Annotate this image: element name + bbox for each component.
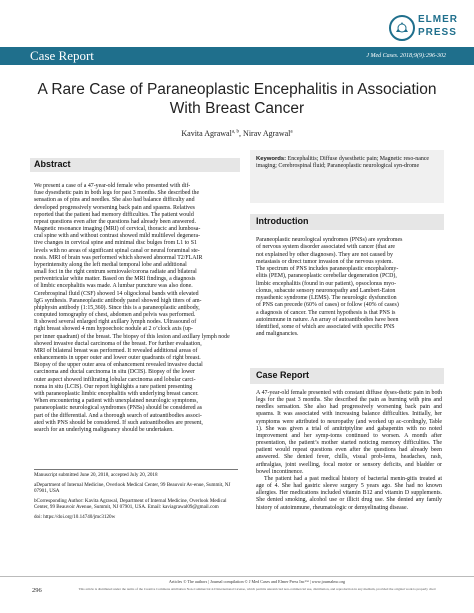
abstract-line: We present a case of a 47-year-old female who presented with dif- bbox=[34, 183, 191, 189]
abstract-line: reported that the patient had memory difficulties. The patient would bbox=[34, 211, 194, 218]
introduction-line: not explained by other diagnoses). They are not caused by bbox=[256, 251, 393, 258]
case-report-paragraph: A 47-year-old female presented with constant diffuse dyses-thetic pain in both legs for the past 3 months. She described the pain as burning with pins and needles sensation. She also had progressively worsening back pain and spasms. It was associated with increasing balance difficulties. Initially, her symptoms were attributed to neuropathy (and worked up ac-cordingly, Table 1). She was given a trial of amitriptyline and gabapentin with no noted improvement and her symp-toms continued to worsen. A month after presentation, the patient’s mother started noticing memory difficulties. The patient would repeat questions even after the questions had already been answered. She denied fever, chills, visual prob-lems, headaches, rash, arthralgias, joint swelling, focal motor or sensory deficits, and bladder or bowel incontinence. bbox=[256, 390, 442, 475]
introduction-line: limbic encephalitis (found in our patient), opsoclonus myo- bbox=[256, 280, 397, 287]
abstract-body bbox=[34, 183, 238, 434]
abstract-line: search for an underlying malignancy should be undertaken. bbox=[34, 426, 174, 433]
corresponding-author: bCorresponding Author: Kavita Agrawal, Department of Internal Medicine, Overlook Medical Center, 99 Beauvoir Avenue, Summit, NJ 07901, USA. Email: kaviagrawal09@gmail.com bbox=[34, 497, 227, 511]
section-label: Case Report bbox=[30, 48, 94, 63]
footer-copyright: Articles © The authors | Journal compilation © J Med Cases and Elmer Press Inc™ | www.journalmc.org bbox=[168, 579, 346, 584]
abstract-line: part of the differential. And a thorough search of autoantibodies associ- bbox=[34, 412, 202, 419]
introduction-line: The spectrum of PNS includes paraneoplastic encephalomy- bbox=[256, 266, 399, 272]
author-name: Kavita Agrawal bbox=[181, 129, 232, 138]
footnote-divider bbox=[34, 469, 238, 470]
introduction-line: of PNS can precede (60% of cases) or follow (40% of cases) bbox=[256, 302, 399, 309]
introduction-line: autoimmune in nature. An array of autoantibodies have been bbox=[256, 316, 399, 323]
abstract-line: enhancements in upper outer and lower outer quadrants of right breast. bbox=[34, 355, 201, 362]
abstract-line: Cerebrospinal fluid (CSF) showed 14 oligoclonal bands with elevated bbox=[34, 290, 199, 297]
abstract-line: tive changes in cervical spine and minimal disc bulges from L1 to S1 bbox=[34, 240, 197, 247]
abstract-line: computed tomography of chest, abdomen and pelvis was performed. bbox=[34, 312, 196, 319]
introduction-heading: Introduction bbox=[256, 216, 309, 226]
abstract-line: When encountering a patient with unexplained neurologic symptoms, bbox=[34, 398, 198, 405]
abstract-line: phiphysin antibody (1:15,360). Since this is a paraneoplastic antibody, bbox=[34, 304, 200, 311]
journal-citation: J Med Cases. 2018;9(9):296-302 bbox=[366, 53, 446, 59]
abstract-line: fuse dysesthetic pain in both legs for past 3 months. She described the bbox=[34, 190, 200, 197]
abstract-line: right breast showed 4 mm hypoechoic nodule at 2 o’clock axis (up- bbox=[34, 326, 193, 333]
abstract-line: per inner quadrant) of the breast. The biopsy of this lesion and axillary lymph node bbox=[34, 333, 230, 340]
abstract-line: of limbic encephalitis was made. A lumbar puncture was also done. bbox=[34, 283, 193, 290]
article-title-line1: A Rare Case of Paraneoplastic Encephalitis in Association bbox=[37, 81, 437, 98]
introduction-line: and malignancies. bbox=[256, 331, 299, 338]
abstract-line: showed invasive ductal carcinoma of the breast. For further evaluation, bbox=[34, 340, 202, 347]
introduction-line: a diagnosis of cancer. The current hypothesis is that PNS is bbox=[256, 309, 396, 316]
author-name: Nirav Agrawal bbox=[243, 129, 291, 138]
keywords-label: Keywords: bbox=[256, 156, 287, 162]
author-affiliation: a bbox=[290, 129, 293, 135]
abstract-line: paraneoplastic neurological syndromes (PNSs) should be considered as bbox=[34, 405, 203, 412]
abstract-line: hyperintensity along the left medial temporal lobe and additional bbox=[34, 261, 187, 268]
case-report-heading: Case Report bbox=[256, 370, 310, 380]
article-title-line2: With Breast Cancer bbox=[169, 100, 305, 117]
manuscript-dates: Manuscript submitted June 20, 2018, accepted July 20, 2018 bbox=[34, 472, 158, 478]
article-title bbox=[30, 80, 444, 118]
keywords bbox=[256, 156, 440, 170]
keywords-text: Encephalitis; Diffuse dysesthetic pain; Magnetic reso-nance imaging; Cerebrospinal fluid; Paraneoplastic neurological syn-drome bbox=[256, 156, 429, 170]
abstract-line: sensation as of pins and needles. She also had balance difficulty and bbox=[34, 197, 195, 204]
introduction-heading-box bbox=[250, 214, 444, 230]
abstract-line: outer aspect showed infiltrating lobular carcinoma and lobular carci- bbox=[34, 376, 196, 383]
case-report-paragraph: The patient had a past medical history of bacterial menin-gitis treated at age of 4. She had gastric sleeve surgery 5 years ago. She had no known allergies. Her medications included vitamin B12 and vitamin D supplements. She denied smoking, alcohol use or illicit drug use. She denied any family history of autoimmune, rheumatologic or demyelinating disease. bbox=[256, 475, 442, 511]
abstract-line: Magnetic resonance imaging (MRI) of cervical, thoracic and lumbosa- bbox=[34, 226, 201, 233]
abstract-line: MRI of bilateral breast was performed. It revealed additional areas of bbox=[34, 347, 198, 354]
abstract-line: with paraneoplastic limbic encephalitis with underlying breast cancer. bbox=[34, 390, 199, 397]
author-affiliation: a, b bbox=[231, 129, 240, 135]
abstract-line: developed progressively worsening back pain and spasms. Relatives bbox=[34, 204, 195, 211]
introduction-line: identified, some of which are associated with specific PNS bbox=[256, 324, 395, 330]
abstract-line: nosis. MRI of brain was performed which showed abnormal T2/FLAIR bbox=[34, 254, 203, 261]
affiliation-a: aDepartment of Internal Medicine, Overlook Medical Center, 99 Beauvoir Av-enue, Summit, NJ 07901, USA bbox=[34, 481, 231, 495]
publisher-name-line2: PRESS bbox=[418, 27, 457, 38]
abstract-line: carcinoma and ductal carcinoma in situ (DCIS). Biopsy of the lower bbox=[34, 369, 195, 376]
abstract-line: small foci in the right centrum semiovale/corona radiate and bilateral bbox=[34, 269, 197, 276]
abstract-line: Biopsy of the upper outer area of enhancement revealed invasive ductal bbox=[34, 362, 203, 369]
introduction-body bbox=[256, 237, 442, 339]
abstract-heading-box bbox=[30, 158, 240, 172]
abstract-line: It showed several enlarged right axillary lymph nodes. Ultrasound of bbox=[34, 319, 197, 326]
introduction-line: of nervous system disorder associated with cancer (that are bbox=[256, 244, 396, 251]
introduction-line: elitis (PEM), paraneoplastic cerebellar degeneration (PCD), bbox=[256, 273, 397, 280]
abstract-line: ated with PNS should be considered. If such autoantibodies are present, bbox=[34, 419, 203, 426]
abstract-line: periventricular white matter. Based on the MRI findings, a diagnosis bbox=[34, 276, 196, 283]
abstract-line: noma in situ (LCIS). Our report highlights a rare patient presenting bbox=[34, 383, 193, 390]
footer-divider bbox=[0, 576, 474, 577]
introduction-line: clonus, subacute sensory neuronopathy and Lambert-Eaton bbox=[256, 287, 396, 294]
publisher-name-line1: ELMER bbox=[418, 14, 458, 25]
introduction-line: Paraneoplastic neurological syndromes (PNSs) are syndromes bbox=[256, 237, 403, 243]
abstract-line: levels with no areas of significant spinal canal or neural foraminal ste- bbox=[34, 247, 200, 254]
author-list bbox=[30, 129, 444, 138]
abstract-line: IgG synthesis. Paraneoplastic antibody panel showed high titers of am- bbox=[34, 297, 202, 304]
footer-license: This article is distributed under the terms of the Creative Commons Attribution Non-Commercial 4.0 International License, which permits unrestricted non-commercial use, distribution, and reproduction in any medium, provided the original work is properly cited bbox=[78, 587, 436, 591]
abstract-line: cral spine with and without contrast showed mild multilevel degenera- bbox=[34, 233, 201, 240]
author-separator: , bbox=[239, 129, 244, 138]
article-notes bbox=[34, 472, 238, 524]
page-number: 296 bbox=[32, 587, 42, 594]
abstract-line: repeat questions even after the questions had already been answered. bbox=[34, 218, 196, 225]
abstract-heading: Abstract bbox=[34, 159, 71, 169]
publisher-logo-icon bbox=[388, 14, 416, 42]
case-report-heading-box bbox=[250, 368, 444, 384]
case-report-body bbox=[256, 390, 442, 512]
introduction-line: myasthenic syndrome (LEMS). The neurologic dysfunction bbox=[256, 295, 397, 301]
doi-link[interactable]: doi: https://doi.org/10.14740/jmc3120w bbox=[34, 513, 116, 520]
introduction-line: metastasis or direct tumor invasion of the nervous system. bbox=[256, 258, 393, 265]
